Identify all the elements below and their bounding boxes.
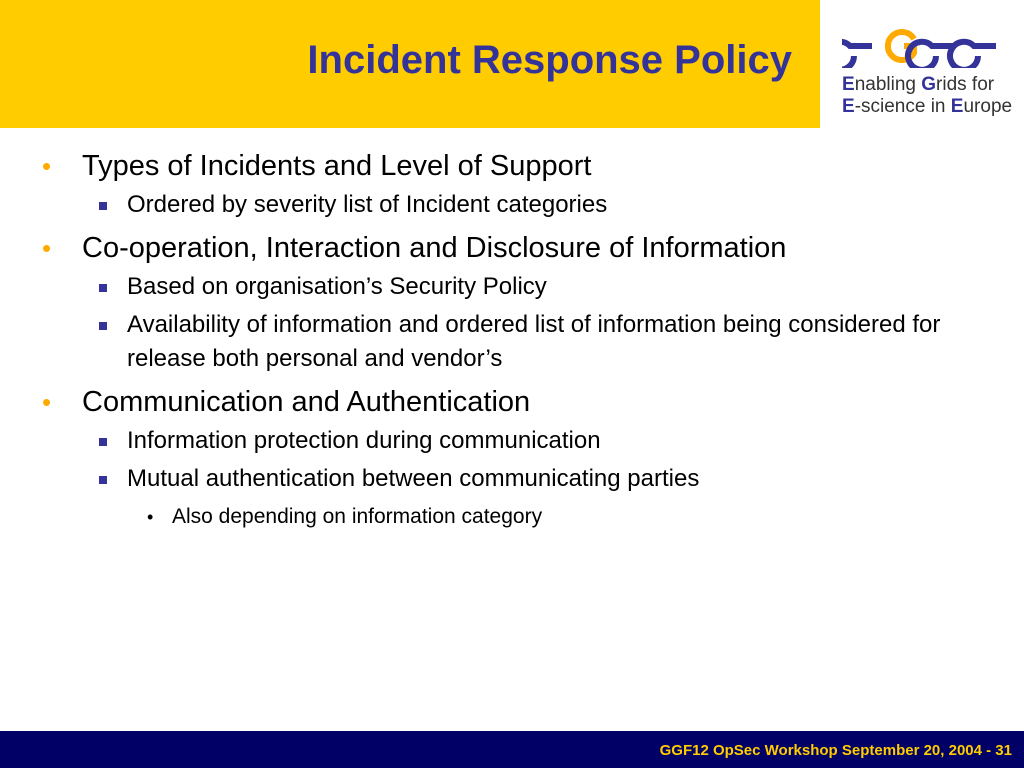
sub-bullet-item — [42, 462, 992, 496]
header-band — [0, 0, 820, 128]
footer-text: GGF12 OpSec Workshop September 20, 2004 - 31 — [659, 742, 1012, 759]
sub-sub-bullet-text: Also depending on information category — [172, 505, 543, 528]
bullet-item — [42, 384, 992, 420]
slide-content — [42, 144, 992, 532]
square-bullet-icon — [99, 476, 107, 484]
square-bullet-icon — [99, 202, 107, 210]
sub-bullet-text: Mutual authentication between communicating parties — [127, 465, 700, 492]
round-dot-bullet-icon: • — [42, 233, 52, 263]
round-dot-bullet-icon: • — [42, 151, 52, 181]
bullet-item — [42, 148, 992, 184]
sub-bullet-item — [42, 270, 992, 304]
sub-bullet-text: Information protection during communication — [127, 427, 601, 454]
bullet-item — [42, 230, 992, 266]
sub-bullet-text: Availability of information and ordered list of information being considered for release both personal and vendor’s — [127, 311, 941, 372]
egee-logo-mark-icon — [842, 22, 1002, 68]
square-bullet-icon — [99, 438, 107, 446]
bullet-text: Communication and Authentication — [82, 386, 531, 418]
sub-bullet-item — [42, 188, 992, 222]
sub-bullet-item — [42, 424, 992, 458]
bullet-text: Types of Incidents and Level of Support — [82, 150, 592, 182]
round-dot-bullet-icon: • — [42, 387, 52, 417]
sub-bullet-text: Based on organisation’s Security Policy — [127, 273, 547, 300]
square-bullet-icon — [99, 322, 107, 330]
square-bullet-icon — [99, 284, 107, 292]
footer-band — [0, 731, 1024, 768]
logo-tagline-line-1: Enabling Grids for — [842, 74, 995, 95]
sub-bullet-text: Ordered by severity list of Incident categories — [127, 191, 608, 218]
egee-logo — [820, 0, 1024, 128]
small-dot-bullet-icon: • — [147, 507, 154, 527]
sub-bullet-item — [42, 308, 992, 376]
logo-tagline-line-2: E-science in Europe — [842, 96, 1013, 117]
bullet-text: Co-operation, Interaction and Disclosure of Information — [82, 232, 787, 264]
sub-sub-bullet-item — [42, 502, 992, 532]
slide-title: Incident Response Policy — [307, 38, 792, 82]
